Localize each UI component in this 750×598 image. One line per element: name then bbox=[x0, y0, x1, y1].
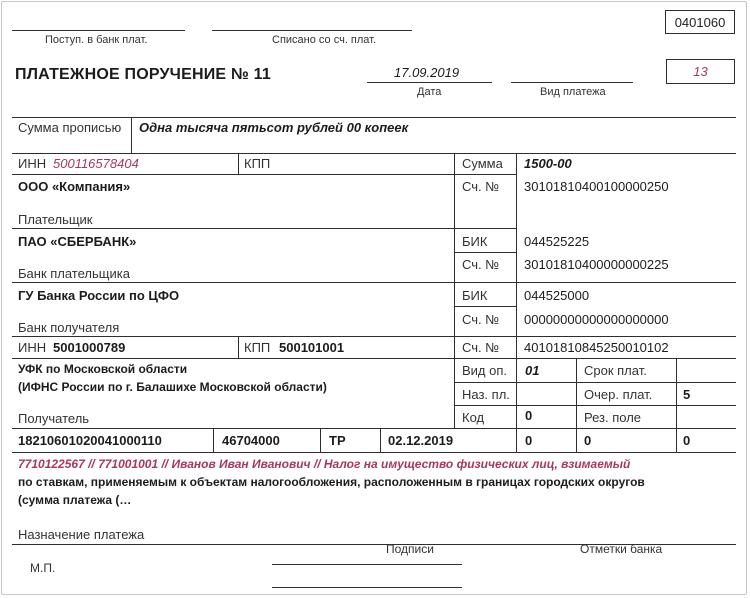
rule bbox=[12, 452, 736, 453]
payment-type-line bbox=[511, 82, 633, 83]
received-label: Поступ. в банк плат. bbox=[45, 34, 148, 46]
date-line bbox=[367, 82, 492, 83]
amount-words-value: Одна тысяча пятьсот рублей 00 копеек bbox=[139, 120, 409, 135]
payee-bik-label: БИК bbox=[462, 288, 488, 303]
payee-name-line2: (ИФНС России по г. Балашихе Московской области) bbox=[18, 380, 327, 394]
rule bbox=[576, 428, 577, 452]
payer-bik-label: БИК bbox=[462, 234, 488, 249]
amount-words-label: Сумма прописью bbox=[18, 120, 122, 135]
rule bbox=[12, 428, 736, 429]
payee-bank-account-label: Сч. № bbox=[462, 312, 500, 327]
date-value: 17.09.2019 bbox=[394, 65, 460, 80]
payee-kpp-label: КПП bbox=[244, 340, 271, 355]
bank-marks-label: Отметки банка bbox=[580, 542, 663, 556]
form-code-box: 0401060 bbox=[665, 10, 735, 34]
purpose-line3: (сумма платежа (… bbox=[18, 493, 132, 507]
payer-bank-account-label: Сч. № bbox=[462, 257, 500, 272]
signature-line bbox=[272, 587, 462, 588]
rule bbox=[454, 306, 516, 307]
rule bbox=[454, 153, 455, 428]
rule bbox=[516, 428, 517, 452]
rule bbox=[576, 358, 577, 428]
rule bbox=[676, 358, 677, 428]
due-date-label: Срок плат. bbox=[584, 363, 647, 378]
rule bbox=[12, 228, 454, 229]
purpose-line1: 7710122567 // 771001001 // Иванов Иван Иванович // Налог на имущество физических лиц, взимаемый bbox=[18, 457, 631, 471]
tax-doc-date: 0 bbox=[584, 433, 592, 448]
payee-bank-account-value: 00000000000000000000 bbox=[524, 312, 669, 327]
payer-bank-account-value: 30101810400000000225 bbox=[524, 257, 669, 272]
tax-doc-number: 0 bbox=[525, 433, 533, 448]
rule bbox=[213, 428, 214, 452]
payee-inn-value: 5001000789 bbox=[53, 340, 126, 355]
priority-label: Очер. плат. bbox=[584, 387, 653, 402]
priority-value: 5 bbox=[683, 387, 691, 402]
rule bbox=[454, 252, 516, 253]
rule bbox=[12, 358, 736, 359]
payer-account-value: 30101810400100000250 bbox=[524, 179, 669, 194]
code-value: 0 bbox=[525, 408, 533, 423]
signatures-label: Подписи bbox=[386, 542, 434, 556]
payee-name-line1: УФК по Московской области bbox=[18, 362, 188, 376]
payer-bik-value: 044525225 bbox=[524, 234, 590, 249]
payee-account-value: 40101810845250010102 bbox=[524, 340, 669, 355]
rule bbox=[12, 117, 736, 118]
payer-account-label: Сч. № bbox=[462, 179, 500, 194]
tax-payment-type: 0 bbox=[683, 433, 691, 448]
tax-basis: ТР bbox=[329, 433, 346, 448]
rule bbox=[516, 153, 517, 428]
received-line bbox=[12, 30, 185, 31]
tax-kbk: 18210601020041000110 bbox=[18, 433, 162, 448]
tax-oktmo: 46704000 bbox=[222, 433, 280, 448]
amount-value: 1500-00 bbox=[524, 156, 572, 171]
rule bbox=[238, 153, 239, 174]
op-type-value: 01 bbox=[525, 363, 540, 378]
payee-kpp-value: 500101001 bbox=[279, 340, 345, 355]
payer-bank-label: Банк плательщика bbox=[18, 266, 130, 281]
code-label: Код bbox=[462, 410, 485, 425]
rule bbox=[380, 428, 381, 452]
reserve-field-label: Рез. поле bbox=[584, 410, 642, 425]
payee-bank-label: Банк получателя bbox=[18, 320, 120, 335]
payment-type-label: Вид платежа bbox=[540, 86, 606, 98]
rule bbox=[12, 174, 516, 175]
purpose-label: Назначение платежа bbox=[18, 527, 145, 542]
signature-line bbox=[272, 564, 462, 565]
rule bbox=[12, 282, 736, 283]
payment-type-code: 13 bbox=[666, 59, 735, 84]
rule bbox=[131, 117, 132, 153]
payer-name: ООО «Компания» bbox=[18, 179, 131, 194]
payer-label: Плательщик bbox=[18, 212, 93, 227]
payee-bik-value: 044525000 bbox=[524, 288, 590, 303]
rule bbox=[238, 336, 239, 358]
rule bbox=[676, 428, 677, 452]
amount-label: Сумма bbox=[462, 156, 503, 171]
payee-inn-label: ИНН bbox=[18, 340, 47, 355]
purpose-line2: по ставкам, применяемым к объектам налогообложения, расположенным в границах городских округов bbox=[18, 475, 645, 489]
payer-bank-name: ПАО «СБЕРБАНК» bbox=[18, 234, 137, 249]
payee-bank-name: ГУ Банка России по ЦФО bbox=[18, 288, 180, 303]
date-label: Дата bbox=[417, 86, 442, 98]
tax-period: 02.12.2019 bbox=[388, 433, 454, 448]
op-type-label: Вид оп. bbox=[462, 363, 508, 378]
rule bbox=[454, 382, 736, 383]
stamp-label: М.П. bbox=[30, 561, 56, 575]
debited-label: Списано со сч. плат. bbox=[272, 34, 377, 46]
rule bbox=[320, 428, 321, 452]
rule bbox=[12, 336, 736, 337]
payee-account-label: Сч. № bbox=[462, 340, 500, 355]
purpose-code-label: Наз. пл. bbox=[462, 387, 510, 402]
rule bbox=[12, 153, 736, 154]
document-title: ПЛАТЕЖНОЕ ПОРУЧЕНИЕ № 11 bbox=[15, 66, 271, 83]
rule bbox=[454, 228, 516, 229]
debited-line bbox=[212, 30, 412, 31]
payee-label: Получатель bbox=[18, 411, 90, 426]
payer-inn-label: ИНН bbox=[18, 156, 47, 171]
rule bbox=[454, 405, 736, 406]
payer-inn-value: 500116578404 bbox=[53, 156, 139, 171]
payer-kpp-label: КПП bbox=[244, 156, 271, 171]
